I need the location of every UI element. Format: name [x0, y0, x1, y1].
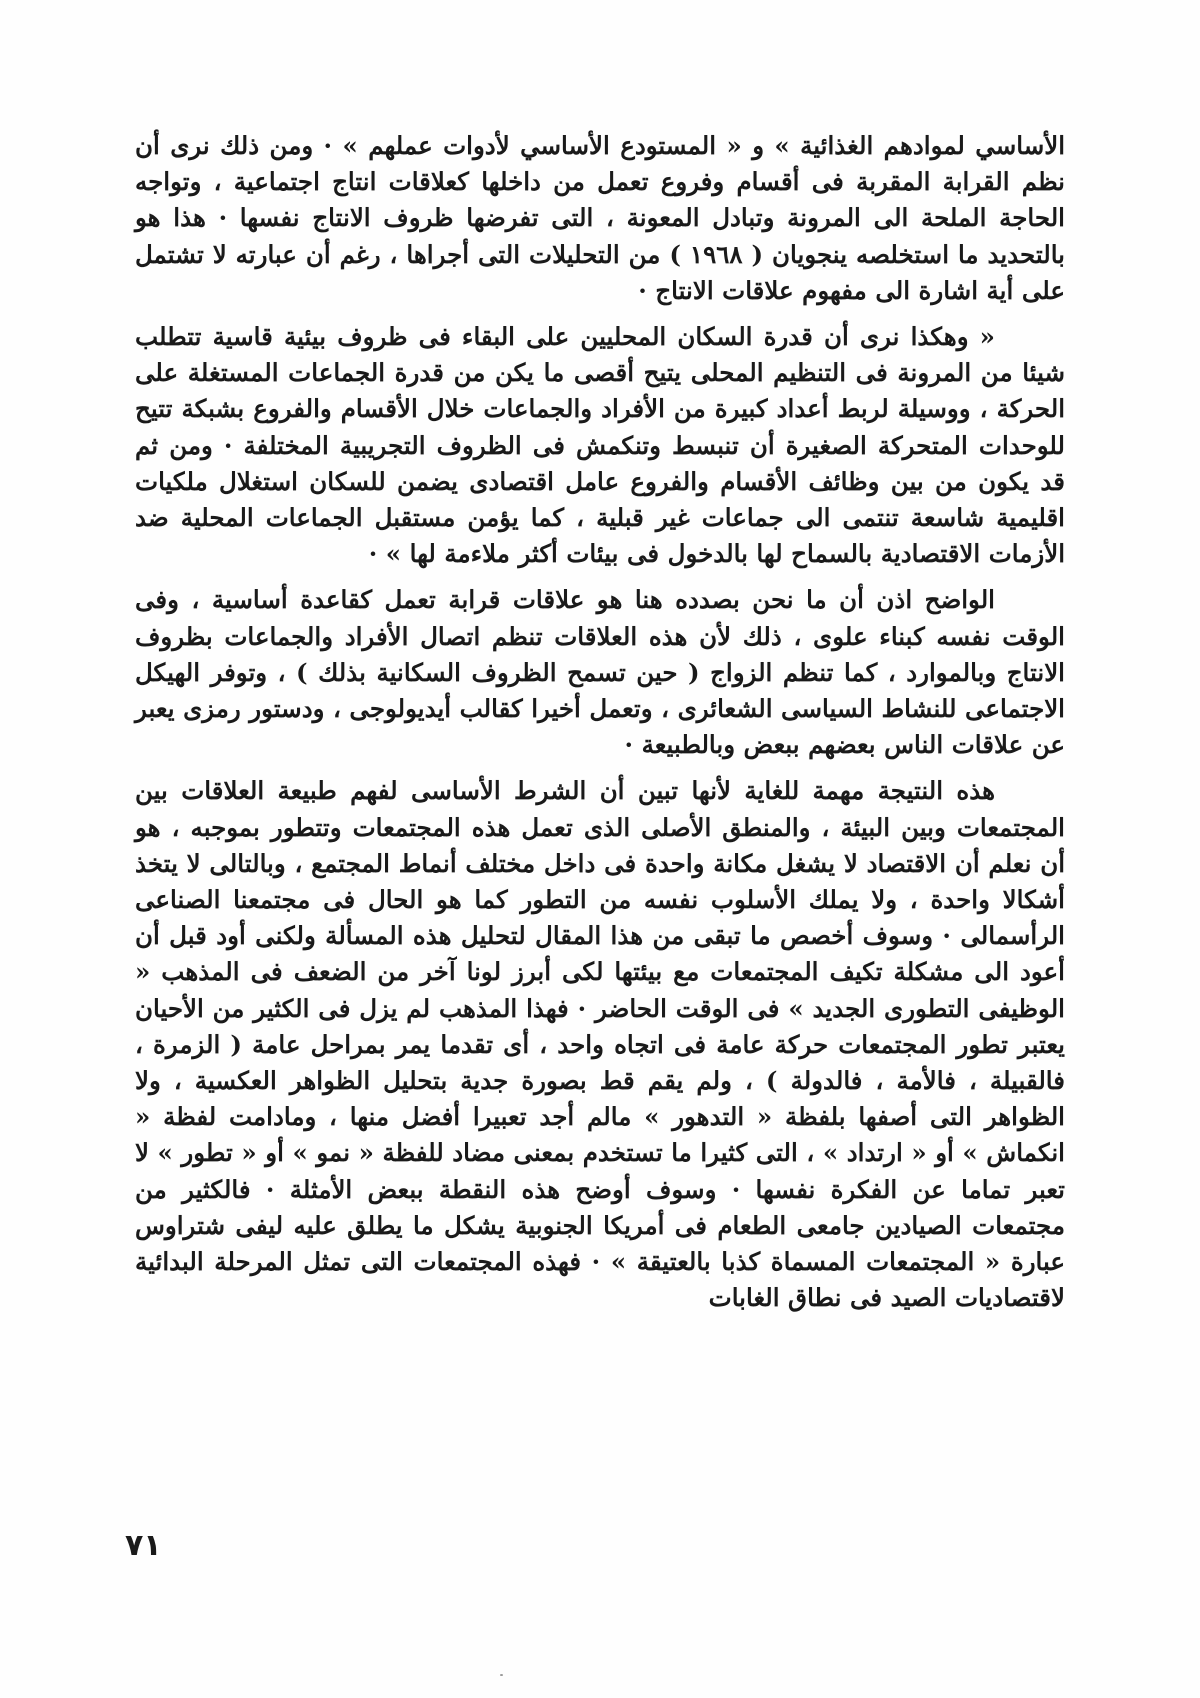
scan-speck	[500, 1674, 503, 1676]
paragraph-4: هذه النتيجة مهمة للغاية لأنها تبين أن الشرط الأساسى لفهم طبيعة العلاقات بين المجتمعات وبين البيئة ، والمنطق الأصلى الذى تعمل هذه المجتمعات وتتطور بموجبه ، هو أن نعلم أن الاقتصاد لا يشغل مكانة واحدة فى داخل مختلف أنماط المجتمع ، وبالتالى لا يتخذ أشكالا واحدة ، ولا يملك الأسلوب نفسه من التطور كما هو الحال فى مجتمعنا الصناعى الرأسمالى · وسوف أخصص ما تبقى من هذا المقال لتحليل هذه المسألة ولكنى أود قبل أن أعود الى مشكلة تكيف المجتمعات مع بيئتها لكى أبرز لونا آخر من الضعف فى المذهب « الوظيفى التطورى الجديد » فى الوقت الحاضر · فهذا المذهب لم يزل فى الكثير من الأحيان يعتبر تطور المجتمعات حركة عامة فى اتجاه واحد ، أى تقدما يمر بمراحل عامة ( الزمرة ، فالقبيلة ، فالأمة ، فالدولة ) ، ولم يقم قط بصورة جدية بتحليل الظواهر العكسية ، ولا الظواهر التى أصفها بلفظة « التدهور » مالم أجد تعبيرا أفضل منها ، ومادامت لفظة « انكماش » أو « ارتداد » ، التى كثيرا ما تستخدم بمعنى مضاد للفظة « نمو » أو « تطور » لا تعبر تماما عن الفكرة نفسها · وسوف أوضح هذه النقطة ببعض الأمثلة · فالكثير من مجتمعات الصيادين جامعى الطعام فى أمريكا الجنوبية يشكل ما يطلق عليه ليفى شتراوس عبارة « المجتمعات المسماة كذبا بالعتيقة » · فهذه المجتمعات التى تمثل المرحلة البدائية لاقتصاديات الصيد فى نطاق الغابات	[135, 776, 1065, 1313]
paragraph-1: الأساسي لموادهم الغذائية » و « المستودع الأساسي لأدوات عملهم » · ومن ذلك نرى أن نظم القرابة المقربة فى أقسام وفروع تعمل من داخلها كعلاقات انتاج اجتماعية ، وتواجه الحاجة الملحة الى المرونة وتبادل المعونة ، التى تفرضها ظروف الانتاج نفسها · هذا هو بالتحديد ما استخلصه ينجويان ( ١٩٦٨ ) من التحليلات التى أجراها ، رغم أن عبارته لا تشتمل على أية اشارة الى مفهوم علاقات الانتاج ·	[135, 131, 1066, 305]
paragraph-2: « وهكذا نرى أن قدرة السكان المحليين على البقاء فى ظروف بيئية قاسية تتطلب شيئا من المرونة فى التنظيم المحلى يتيح أقصى ما يكن من قدرة الجماعات المستغلة على الحركة ، ووسيلة لربط أعداد كبيرة من الأفراد والجماعات خلال الأقسام والفروع بشبكة تتيح للوحدات المتحركة الصغيرة أن تنبسط وتنكمش فى الظروف التجريبية المختلفة · ومن ثم قد يكون من بين وظائف الأقسام والفروع عامل اقتصادى يضمن للسكان استغلال ملكيات اقليمية شاسعة تنتمى الى جماعات غير قبلية ، كما يؤمن مستقبل الجماعات المحلية ضد الأزمات الاقتصادية بالسماح لها بالدخول فى بيئات أكثر ملاءمة لها » ·	[135, 322, 1065, 569]
page-number: ٧١	[125, 1528, 162, 1563]
body-text	[135, 128, 1065, 1317]
paragraph-3: الواضح اذن أن ما نحن بصدده هنا هو علاقات قرابة تعمل كقاعدة أساسية ، وفى الوقت نفسه كبناء علوى ، ذلك لأن هذه العلاقات تنظم اتصال الأفراد والجماعات بظروف الانتاج وبالموارد ، كما تنظم الزواج ( حين تسمح الظروف السكانية بذلك ) ، وتوفر الهيكل الاجتماعى للنشاط السياسى الشعائرى ، وتعمل أخيرا كقالب أيديولوجى ، ودستور رمزى يعبر عن علاقات الناس بعضهم ببعض وبالطبيعة ·	[135, 585, 1065, 760]
